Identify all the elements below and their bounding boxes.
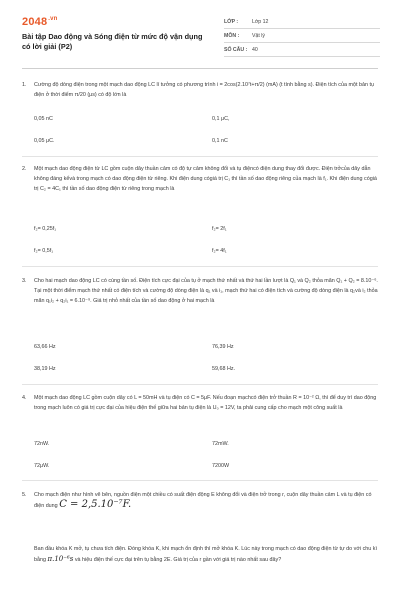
option-a[interactable]: 0,05 nC — [34, 116, 53, 122]
question-number: 1. — [22, 82, 27, 88]
question-stem: Cho hai mạch dao động LC có cùng tần số. Điện tích cực đại của tụ ở mạch thứ nhất và thứ hai lần lượt là Q₁ và Q₂ thỏa mãn Q₁ + Q₂ = 8.10⁻⁶. Tại một thời điểm mạch thứ nhất có điện tích và cường độ dòng điện là q₁ và i₁, mạch thứ hai có điện tích và cường độ dòng điện là q₂và i₂ thỏa mãn q₁i₂ + q₂i₁ = 6.10⁻⁹. Giá trị nhỏ nhất của tần số dao động ở hai mạch là — [34, 278, 378, 305]
option-b[interactable]: 72mW. — [212, 441, 229, 447]
question-separator — [22, 156, 378, 157]
option-a[interactable]: 72nW. — [34, 441, 50, 447]
question-separator — [22, 384, 378, 385]
meta-key: LỚP : — [224, 18, 239, 25]
question-stem: Một mạch dao động LC gồm cuộn dây có L = 50mH và tụ điện có C = 5μF. Nếu đoạn mạchcó điện trở thuần R = 10⁻² Ω, thì để duy trì dao động trong mạch luôn có giá trị cực đại của hiệu điện thế giữa hai bản tụ điện là U₀ = 12V, ta phải cung cấp cho mạch một công suất là — [34, 395, 377, 412]
meta-key: SỐ CÂU : — [224, 46, 248, 53]
option-b[interactable]: f₂= 2f₁ — [212, 226, 227, 232]
option-d[interactable]: f₂= 4f₁ — [212, 248, 227, 254]
option-b[interactable]: 0,1 μC, — [212, 116, 230, 122]
capacitance-formula: C = 2,5.10⁻⁷F. — [59, 499, 132, 511]
question-stem-text: và hiệu điện thế cực đại trên tụ bằng 2E. Giá trị của r gần với giá trị nào nhất sau đây? — [74, 557, 282, 564]
meta-row-subject — [224, 29, 380, 43]
question-stem: Một mạch dao động điện từ LC gồm cuộn dây thuần cảm có độ tự cảm không đổi và tụ điệncó điện dung thay đổi được. Điện trởcủa dây dẫn không đáng kểvà trong mạch có dao động điện từ riêng. Khi điện dung cógiá trị C₁ thì tần số dao động riêng của mạch là f₁. Khi điện dung cógiá trị C₂ = 4C₁ thì tần số dao động điện từ riêng trong mạch là — [34, 166, 377, 193]
page-title: Bài tập Dao động và Sóng điện từ mức độ vận dụng có lời giải (P2) — [22, 32, 203, 51]
meta-value: Lớp 12 — [252, 18, 269, 25]
question-4 — [22, 393, 378, 413]
question-5 — [22, 490, 378, 511]
meta-row-count — [224, 43, 380, 57]
meta-table — [224, 15, 380, 57]
period-formula: π.10⁻⁶s — [47, 555, 74, 564]
option-a[interactable]: f₂= 0,25f₁ — [34, 226, 57, 232]
question-3 — [22, 276, 378, 307]
option-d[interactable]: 59,68 Hz. — [212, 366, 236, 372]
site-logo[interactable] — [22, 16, 58, 28]
option-c[interactable]: 72μW. — [34, 463, 50, 469]
question-stem — [34, 490, 378, 511]
option-c[interactable]: f₂= 0,5f₁ — [34, 248, 54, 254]
option-c[interactable]: 38,19 Hz — [34, 366, 56, 372]
question-5-continued — [22, 544, 378, 565]
option-d[interactable]: 7200W — [212, 463, 230, 469]
question-number: 5. — [22, 492, 27, 498]
meta-value: 40 — [252, 46, 258, 53]
question-stem-text: Cho mạch điện như hình vẽ bên, nguồn điện một chiều có suất điện động E không đổi và điện trở trong r, cuộn dây thuần cảm L và tụ điện có điện dung — [34, 492, 372, 510]
question-2 — [22, 164, 378, 195]
question-stem-text: Ban đầu khóa K mở, tụ chưa tích điện. Đóng khóa K, khi mạch ổn định thì mở khóa K. Lúc này trong mạch có dao động điện từ tự do với chu kì bằng — [34, 546, 377, 564]
logo-text: 2048 — [22, 16, 48, 28]
question-separator — [22, 266, 378, 267]
question-number: 2. — [22, 166, 27, 172]
question-number: 4. — [22, 395, 27, 401]
header-divider — [22, 68, 378, 69]
meta-value: Vật lý — [252, 32, 265, 39]
question-stem: Cường độ dòng điện trong một mạch dao động LC lí tưởng có phương trình i = 2cos(2.10⁷t+π/2) (mA) (t tính bằng s). Điện tích của một bản tụ điện ở thời điểm π/20 (μs) có độ lớn là — [34, 82, 374, 99]
meta-key: MÔN : — [224, 32, 240, 39]
option-c[interactable]: 0,05 μC. — [34, 138, 55, 144]
option-b[interactable]: 76,39 Hz — [212, 344, 234, 350]
question-number: 3. — [22, 278, 27, 284]
option-d[interactable]: 0,1 nC — [212, 138, 228, 144]
option-a[interactable]: 63,66 Hz — [34, 344, 56, 350]
logo-suffix: .vn — [48, 16, 58, 22]
question-stem — [34, 544, 378, 565]
meta-row-class — [224, 15, 380, 29]
question-separator — [22, 480, 378, 481]
question-1 — [22, 80, 378, 100]
